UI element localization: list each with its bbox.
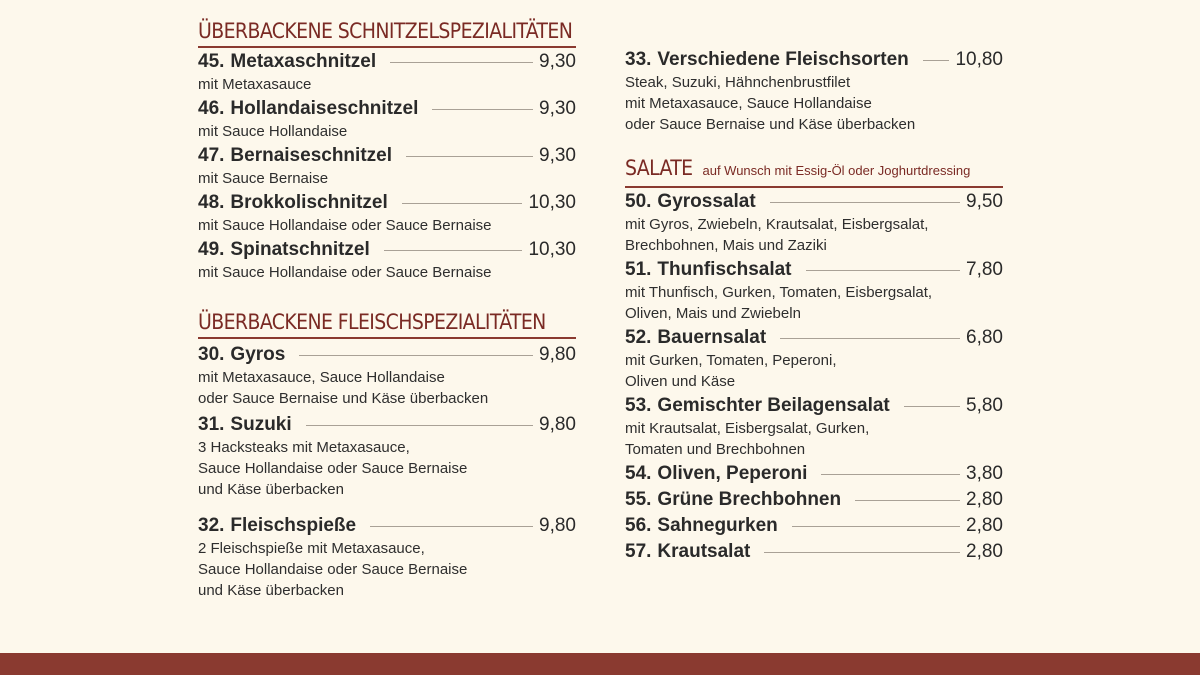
menu-item-price: 3,80 — [966, 463, 1003, 484]
menu-item-number: 55. — [625, 489, 652, 510]
menu-item-price: 10,80 — [955, 49, 1003, 70]
menu-item-description: oder Sauce Bernaise und Käse überbacken — [625, 116, 916, 133]
menu-item-description: Sauce Hollandaise oder Sauce Bernaise — [198, 460, 468, 477]
menu-item-description: mit Metaxasauce, Sauce Hollandaise — [198, 369, 445, 386]
menu-item — [625, 326, 1003, 392]
menu-item-line — [625, 488, 1003, 512]
menu-item-line — [198, 238, 576, 262]
menu-item-number: 54. — [625, 463, 652, 484]
menu-item-number: 45. — [198, 51, 225, 72]
menu-item-description: Oliven, Mais und Zwiebeln — [625, 305, 801, 322]
menu-item-name: Fleischspieße — [230, 515, 357, 536]
menu-item-description: 2 Fleischspieße mit Metaxasauce, — [198, 540, 425, 557]
section-schnitzel — [198, 50, 576, 283]
menu-item-description: Steak, Suzuki, Hähnchenbrustfilet — [625, 74, 851, 91]
menu-item-name: Hollandaiseschnitzel — [230, 98, 419, 119]
section-title-fleisch: ÜBERBACKENE FLEISCHSPEZIALITÄTEN — [198, 309, 576, 339]
price-leader-line — [855, 500, 960, 501]
menu-item-name: Verschiedene Fleischsorten — [657, 49, 909, 70]
menu-column-right — [625, 18, 1003, 564]
menu-item-description: mit Thunfisch, Gurken, Tomaten, Eisbergsalat, — [625, 284, 933, 301]
price-leader-line — [821, 474, 960, 475]
menu-item-description: Oliven und Käse — [625, 373, 736, 390]
menu-item-description: mit Krautsalat, Eisbergsalat, Gurken, — [625, 420, 870, 437]
menu-item-number: 57. — [625, 541, 652, 562]
menu-item-description: mit Sauce Hollandaise oder Sauce Bernaise — [198, 264, 492, 281]
menu-item-description: mit Sauce Hollandaise — [198, 123, 348, 140]
price-leader-line — [764, 552, 960, 553]
menu-item — [625, 488, 1003, 512]
section-title-salate — [625, 155, 1003, 188]
price-leader-line — [306, 425, 533, 426]
menu-item-line — [625, 326, 1003, 350]
menu-item — [198, 238, 576, 283]
menu-item-line — [198, 191, 576, 215]
menu-item-name: Oliven, Peperoni — [657, 463, 808, 484]
menu-item-number: 47. — [198, 145, 225, 166]
menu-item-description: und Käse überbacken — [198, 481, 344, 498]
menu-item-description: mit Gurken, Tomaten, Peperoni, — [625, 352, 837, 369]
price-leader-line — [792, 526, 960, 527]
menu-item — [198, 514, 576, 601]
menu-item-name: Bernaiseschnitzel — [230, 145, 392, 166]
section-salate — [625, 190, 1003, 564]
menu-item-number: 32. — [198, 515, 225, 536]
menu-item — [198, 413, 576, 500]
menu-item-name: Thunfischsalat — [657, 259, 792, 280]
menu-item-name: Metaxaschnitzel — [230, 51, 377, 72]
menu-item-price: 6,80 — [966, 327, 1003, 348]
menu-item-price: 9,30 — [539, 51, 576, 72]
menu-item-price: 9,30 — [539, 145, 576, 166]
menu-item-price: 9,80 — [539, 344, 576, 365]
menu-item-description: mit Sauce Hollandaise oder Sauce Bernaise — [198, 217, 492, 234]
menu-item-price: 2,80 — [966, 541, 1003, 562]
menu-item-price: 2,80 — [966, 515, 1003, 536]
menu-item-description: mit Gyros, Zwiebeln, Krautsalat, Eisbergsalat, — [625, 216, 929, 233]
menu-item-line — [625, 394, 1003, 418]
menu-item-number: 51. — [625, 259, 652, 280]
menu-item-description: Brechbohnen, Mais und Zaziki — [625, 237, 827, 254]
menu-item-line — [625, 540, 1003, 564]
menu-item-price: 9,50 — [966, 191, 1003, 212]
menu-item-name: Krautsalat — [657, 541, 751, 562]
section-fleisch — [198, 343, 576, 601]
menu-item-price: 5,80 — [966, 395, 1003, 416]
menu-item-description: mit Sauce Bernaise — [198, 170, 329, 187]
menu-item-name: Suzuki — [230, 414, 292, 435]
menu-item-number: 53. — [625, 395, 652, 416]
price-leader-line — [806, 270, 961, 271]
menu-item-name: Gyrossalat — [657, 191, 756, 212]
menu-item-number: 33. — [625, 49, 652, 70]
salad-dressing-note: auf Wunsch mit Essig-Öl oder Joghurtdressing — [702, 163, 971, 178]
price-leader-line — [402, 203, 523, 204]
menu-column-left — [198, 18, 576, 601]
menu-item — [198, 343, 576, 409]
menu-item-name: Brokkolischnitzel — [230, 192, 388, 213]
menu-item-name: Sahnegurken — [657, 515, 778, 536]
menu-item-description: oder Sauce Bernaise und Käse überbacken — [198, 390, 489, 407]
price-leader-line — [370, 526, 533, 527]
price-leader-line — [780, 338, 960, 339]
menu-item — [625, 190, 1003, 256]
menu-item-line — [198, 343, 576, 367]
menu-item-number: 56. — [625, 515, 652, 536]
menu-item — [625, 540, 1003, 564]
price-leader-line — [384, 250, 523, 251]
menu-item-price: 9,30 — [539, 98, 576, 119]
menu-item-description: und Käse überbacken — [198, 582, 344, 599]
section-title-schnitzel: ÜBERBACKENE SCHNITZELSPEZIALITÄTEN — [198, 18, 576, 48]
price-leader-line — [770, 202, 960, 203]
section-title-salate-text: SALATE — [625, 156, 693, 180]
menu-item-line — [198, 50, 576, 74]
menu-item-description: Tomaten und Brechbohnen — [625, 441, 806, 458]
menu-item-line — [625, 462, 1003, 486]
menu-item — [625, 462, 1003, 486]
menu-item — [625, 514, 1003, 538]
menu-item-price: 9,80 — [539, 515, 576, 536]
menu-item — [625, 258, 1003, 324]
menu-item-number: 48. — [198, 192, 225, 213]
menu-item — [198, 191, 576, 236]
menu-item-line — [625, 48, 1003, 72]
section-fleisch-continued — [625, 48, 1003, 135]
menu-item-description: Sauce Hollandaise oder Sauce Bernaise — [198, 561, 468, 578]
price-leader-line — [406, 156, 533, 157]
price-leader-line — [432, 109, 533, 110]
menu-item-name: Gyros — [230, 344, 286, 365]
menu-item-line — [625, 258, 1003, 282]
menu-item — [198, 97, 576, 142]
price-leader-line — [904, 406, 960, 407]
menu-item-line — [198, 514, 576, 538]
menu-item-number: 31. — [198, 414, 225, 435]
menu-item-description: mit Metaxasauce — [198, 76, 312, 93]
menu-item — [198, 144, 576, 189]
menu-item-price: 2,80 — [966, 489, 1003, 510]
price-leader-line — [299, 355, 533, 356]
menu-item-description: mit Metaxasauce, Sauce Hollandaise — [625, 95, 872, 112]
menu-item-number: 49. — [198, 239, 225, 260]
menu-item-line — [198, 144, 576, 168]
menu-item-number: 46. — [198, 98, 225, 119]
menu-item-price: 7,80 — [966, 259, 1003, 280]
menu-item — [198, 50, 576, 95]
menu-item-price: 10,30 — [528, 239, 576, 260]
menu-item-name: Gemischter Beilagensalat — [657, 395, 890, 416]
menu-item-number: 30. — [198, 344, 225, 365]
menu-item-number: 52. — [625, 327, 652, 348]
menu-item-name: Spinatschnitzel — [230, 239, 370, 260]
price-leader-line — [390, 62, 533, 63]
menu-item-name: Grüne Brechbohnen — [657, 489, 842, 510]
menu-item-line — [198, 97, 576, 121]
menu-item — [625, 48, 1003, 135]
menu-item-name: Bauernsalat — [657, 327, 767, 348]
bottom-bar — [0, 653, 1200, 675]
menu-item-price: 9,80 — [539, 414, 576, 435]
price-leader-line — [923, 60, 950, 61]
menu-item-price: 10,30 — [528, 192, 576, 213]
menu-item-number: 50. — [625, 191, 652, 212]
menu-item-line — [625, 514, 1003, 538]
menu-item-line — [625, 190, 1003, 214]
menu-item-line — [198, 413, 576, 437]
menu-item — [625, 394, 1003, 460]
menu-item-description: 3 Hacksteaks mit Metaxasauce, — [198, 439, 410, 456]
